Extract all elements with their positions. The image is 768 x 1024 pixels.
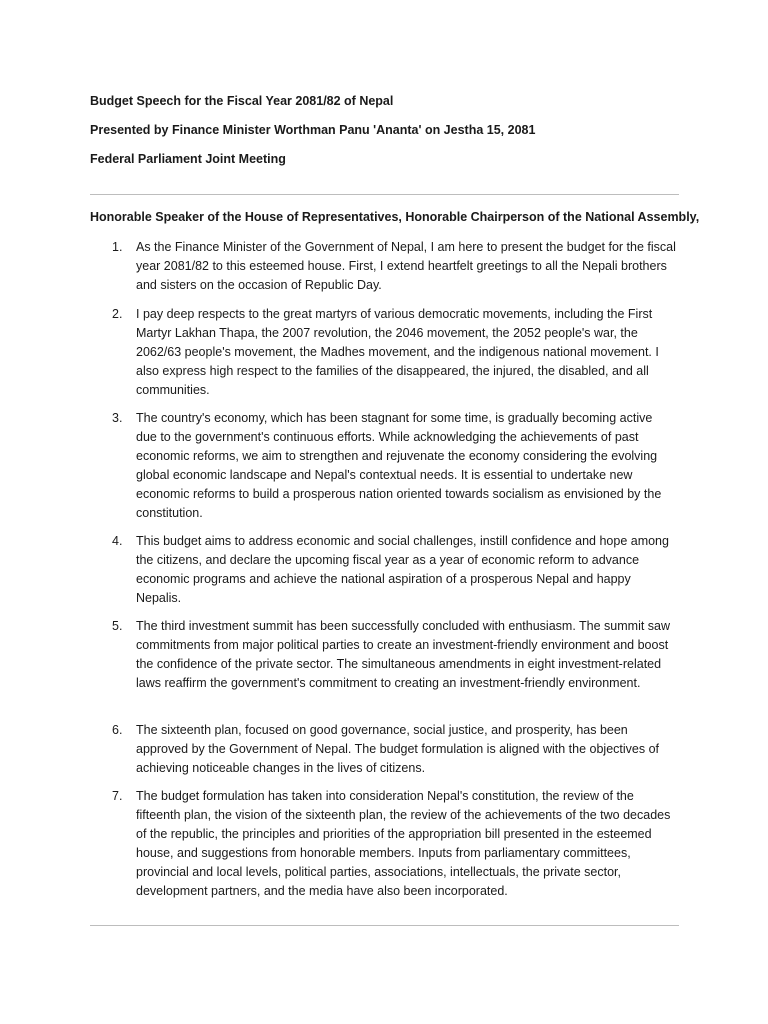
- bottom-divider: [90, 925, 679, 926]
- list-item-number: 6.: [112, 723, 123, 737]
- venue-line: Federal Parliament Joint Meeting: [90, 152, 286, 166]
- presenter-line: Presented by Finance Minister Worthman Panu 'Ananta' on Jestha 15, 2081: [90, 123, 536, 137]
- list-item-text: The third investment summit has been successfully concluded with enthusiasm. The summit saw commitments from major political parties to create an investment-friendly environment and boost the confidence of the private sector. The simultaneous amendments in eight investment-related laws reaffirm the government's commitment to creating an investment-friendly environment.: [136, 619, 671, 690]
- top-divider: [90, 194, 679, 195]
- list-item-text: The budget formulation has taken into consideration Nepal's constitution, the review of the fifteenth plan, the vision of the sixteenth plan, the review of the achievements of the two decades of the republic, the principles and priorities of the appropriation bill presented in the esteemed house, and suggestions from honorable members. Inputs from parliamentary committees, provincial and local levels, political parties, associations, intellectuals, the private sector, development partners, and the media have also been incorporated.: [136, 789, 671, 898]
- list-item-number: 2.: [112, 307, 123, 321]
- document-title: Budget Speech for the Fiscal Year 2081/82 of Nepal: [90, 94, 394, 108]
- list-item-number: 7.: [112, 789, 123, 803]
- list-item-text: I pay deep respects to the great martyrs of various democratic movements, including the First Martyr Lakhan Thapa, the 2007 revolution, the 2046 movement, the 2052 people's war, the 2062/63 people's movement, the Madhes movement, and the indigenous national movement. I also express high respect to the families of the disappeared, the injured, the disabled, and all communities.: [136, 307, 659, 397]
- list-item-number: 5.: [112, 619, 123, 633]
- list-item-text: The sixteenth plan, focused on good governance, social justice, and prosperity, has been approved by the Government of Nepal. The budget formulation is aligned with the objectives of achieving noticeable changes in the lives of citizens.: [136, 723, 659, 775]
- list-item-text: This budget aims to address economic and social challenges, instill confidence and hope among the citizens, and declare the upcoming fiscal year as a year of economic reform to advance economic programs and achieve the national aspiration of a prosperous Nepal and happy Nepalis.: [136, 534, 669, 605]
- list-item-number: 3.: [112, 411, 123, 425]
- list-item-number: 4.: [112, 534, 123, 548]
- list-item-text: The country's economy, which has been stagnant for some time, is gradually becoming active due to the government's continuous efforts. While acknowledging the achievements of past economic reforms, we aim to strengthen and rejuvenate the economy considering the evolving global economic landscape and Nepal's contextual needs. It is essential to undertake new economic reforms to build a prosperous nation oriented towards socialism as envisioned by the constitution.: [136, 411, 662, 520]
- list-item-text: As the Finance Minister of the Government of Nepal, I am here to present the budget for the fiscal year 2081/82 to this esteemed house. First, I extend heartfelt greetings to all the Nepali brothers and sisters on the occasion of Republic Day.: [136, 240, 676, 292]
- salutation: Honorable Speaker of the House of Representatives, Honorable Chairperson of the National Assembly,: [90, 210, 700, 224]
- list-item-number: 1.: [112, 240, 123, 254]
